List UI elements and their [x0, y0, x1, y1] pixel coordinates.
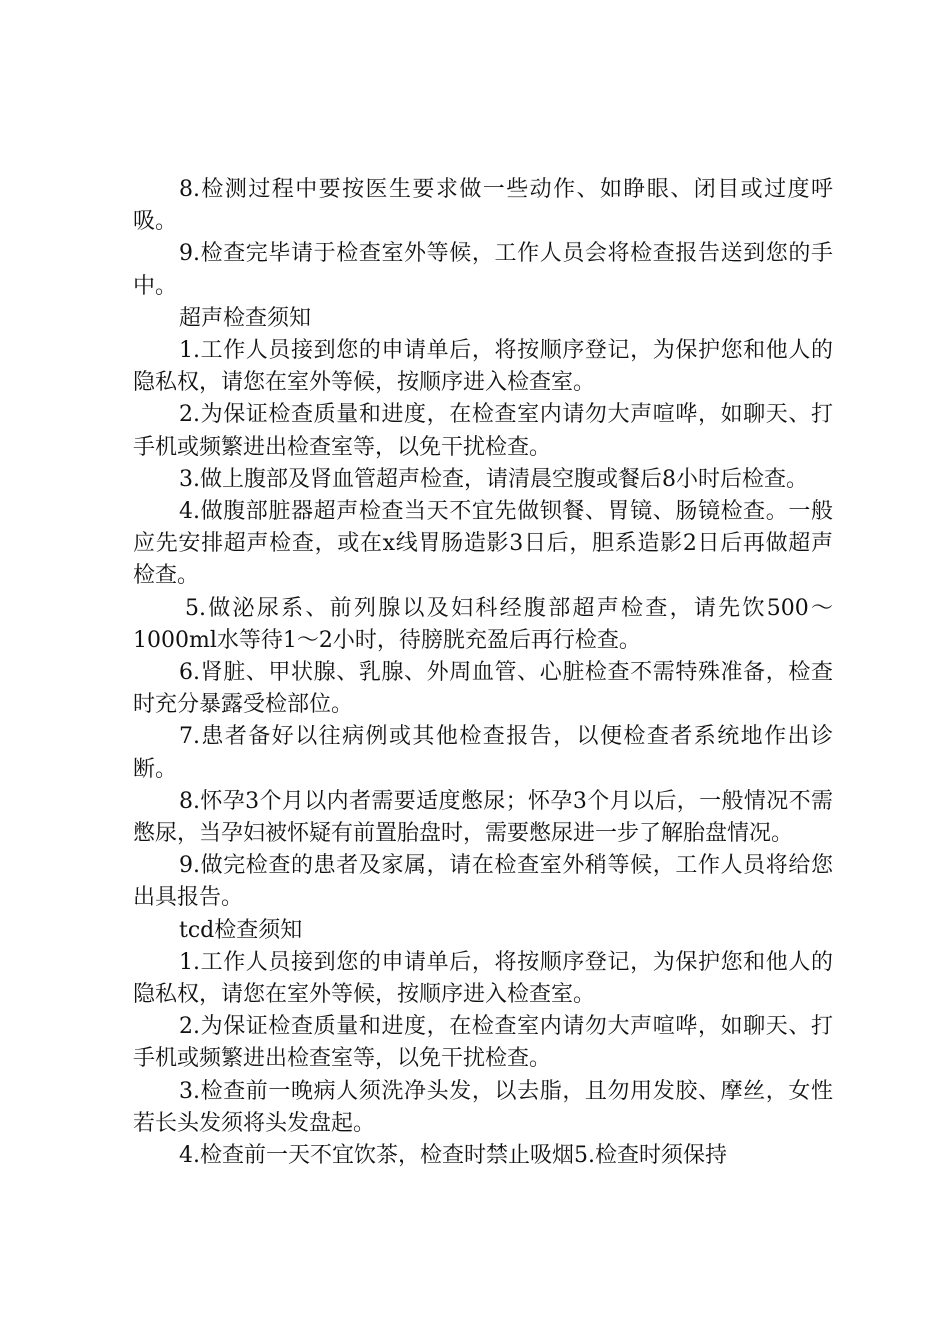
paragraph-ultrasound-7: 7.患者备好以往病例或其他检查报告，以便检查者系统地作出诊断。 — [133, 724, 833, 782]
paragraph-ultrasound-3: 3.做上腹部及肾血管超声检查，请清晨空腹或餐后8小时后检查。 — [179, 466, 808, 492]
paragraph-ultrasound-6: 6.肾脏、甲状腺、乳腺、外周血管、心脏检查不需特殊准备，检查时充分暴露受检部位。 — [133, 660, 833, 718]
paragraph-ultrasound-8: 8.怀孕3个月以内者需要适度憋尿；怀孕3个月以后，一般情况不需憋尿，当孕妇被怀疑有前置胎盘时，需要憋尿进一步了解胎盘情况。 — [133, 788, 833, 847]
paragraph-tcd-2: 2.为保证检查质量和进度，在检查室内请勿大声喧哗，如聊天、打手机或频繁进出检查室等，以免干扰检查。 — [133, 1014, 833, 1072]
section-heading-tcd: tcd检查须知 — [179, 917, 303, 943]
document-body — [133, 174, 833, 1172]
paragraph-tcd-4: 4.检查前一天不宜饮茶，检查时禁止吸烟5.检查时须保持 — [179, 1143, 727, 1169]
section-heading-ultrasound: 超声检查须知 — [179, 305, 312, 331]
paragraph-tcd-3: 3.检查前一晚病人须洗净头发，以去脂，且勿用发胶、摩丝，女性若长头发须将头发盘起。 — [133, 1078, 833, 1136]
paragraph-tcd-1: 1.工作人员接到您的申请单后，将按顺序登记，为保护您和他人的隐私权，请您在室外等候，按顺序进入检查室。 — [133, 949, 833, 1008]
paragraph-ultrasound-4: 4.做腹部脏器超声检查当天不宜先做钡餐、胃镜、肠镜检查。一般应先安排超声检查，或在x线胃肠造影3日后，胆系造影2日后再做超声检查。 — [133, 499, 833, 589]
paragraph-ultrasound-1: 1.工作人员接到您的申请单后，将按顺序登记，为保护您和他人的隐私权，请您在室外等候，按顺序进入检查室。 — [133, 338, 833, 396]
paragraph-ultrasound-2: 2.为保证检查质量和进度，在检查室内请勿大声喧哗，如聊天、打手机或频繁进出检查室等，以免干扰检查。 — [133, 402, 833, 460]
paragraph-item-9-eeg: 9.检查完毕请于检查室外等候，工作人员会将检查报告送到您的手中。 — [133, 241, 833, 299]
paragraph-ultrasound-9: 9.做完检查的患者及家属，请在检查室外稍等候，工作人员将给您出具报告。 — [133, 853, 833, 911]
paragraph-item-8-eeg: 8.检测过程中要按医生要求做一些动作、如睁眼、闭目或过度呼吸。 — [133, 177, 833, 235]
paragraph-ultrasound-5: 5.做泌尿系、前列腺以及妇科经腹部超声检查，请先饮500～1000ml水等待1～2小时，待膀胱充盈后再行检查。 — [133, 595, 833, 653]
